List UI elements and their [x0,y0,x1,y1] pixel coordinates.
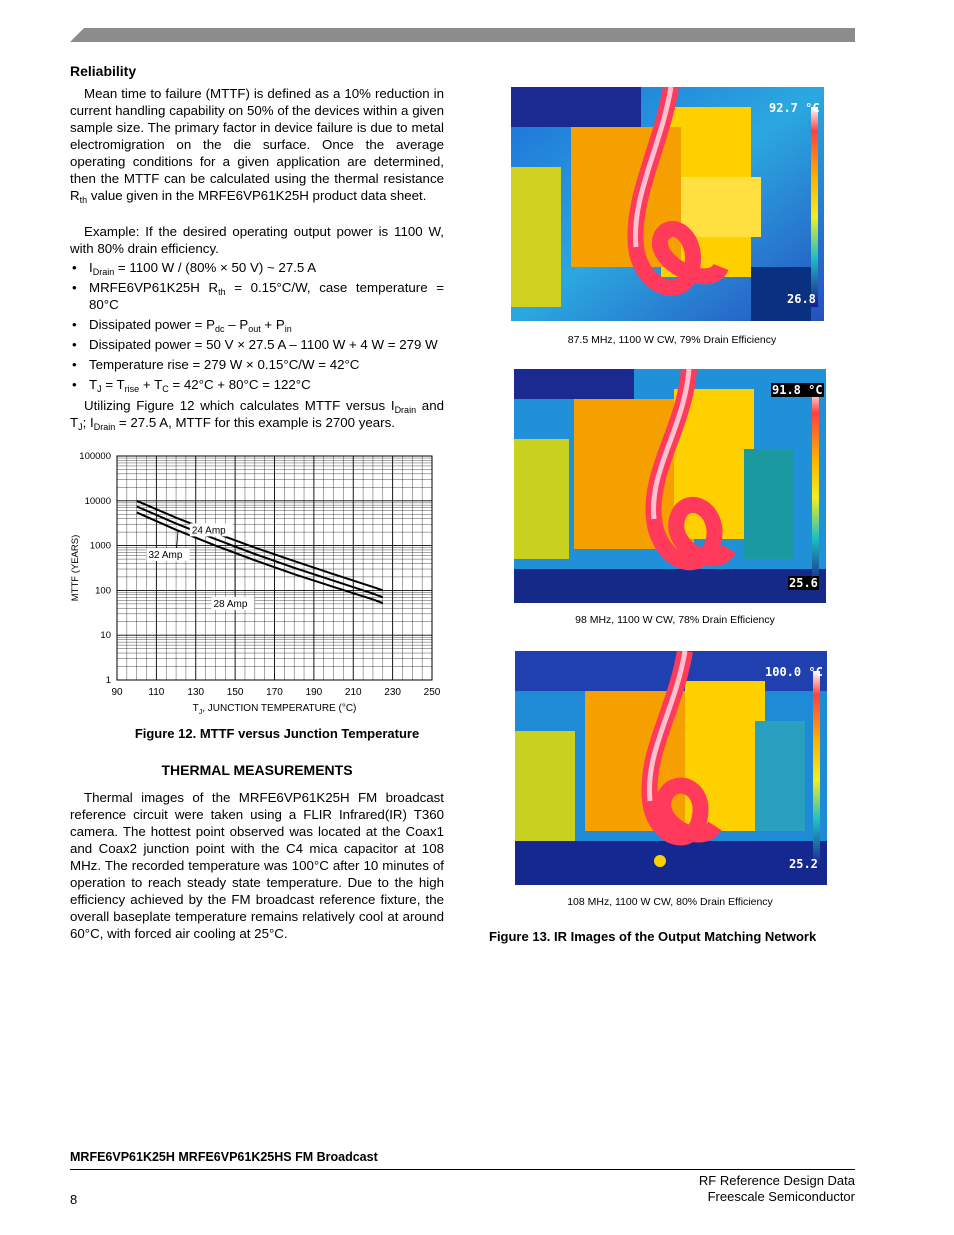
y-tick-label: 1 [105,675,111,686]
ir-image-87mhz [511,87,824,321]
y-tick-label: 1000 [89,540,111,552]
ir-min-temp-label: 25.6 [789,576,818,590]
ir-caption-3: 108 MHz, 1100 W CW, 80% Drain Efficiency [567,896,773,908]
annotation-leader [177,531,179,549]
footer-divider [70,1169,855,1170]
y-tick-label: 10 [100,630,111,642]
ir-max-temp-label: 100.0 °C [765,665,823,679]
list-item: • $T_J = T_{rise} + T_C = 42^\circ C + 80^\circ C = 122^\circ C$ [72,377,311,394]
y-axis-label: MTTF (YEARS) [70,534,81,602]
calculation-list [70,259,444,396]
x-tick-label: 130 [187,687,205,698]
ir-max-temp-label: 91.8 °C [772,383,823,397]
footer-company: Freescale Semiconductor [707,1189,855,1204]
ir-min-temp-label: 25.2 [789,857,818,871]
footer-title: MRFE6VP61K25H MRFE6VP61K25HS FM Broadcast [70,1150,378,1164]
figure-12-caption: Figure 12. MTTF versus Junction Temperature [134,726,420,741]
reliability-paragraph-1: Mean time to failure (MTTF) is defined as a 10% reduction in current handling capability on 50% of the devices within a given sample size. The primary factor in device failure is due to metal electromigration on the die surface. Once the average operating conditions for a given application are determined, then the MTTF can be calculated using the thermal resistance $R_{th}$ value given in the MRFE6VP61K25H product data sheet. [70,86,444,205]
x-tick-label: 170 [266,687,283,698]
mttf-chart [60,445,460,725]
annotation-label: 28 Amp [213,599,248,611]
list-item: • MRFE6VP61K25H $R_{th} = 0.15^\circ C/W$, case temperature = 80°C [72,280,444,312]
thermal-paragraph: Thermal images of the MRFE6VP61K25H FM broadcast reference circuit were taken using a FLIR Infrared(IR) T360 camera. The hottest point observed was located at the Coax1 and Coax2 junction point with the C4 mica capacitor at 108 MHz. The recorded temperature was 100°C after 10 minutes of operation to reach steady state temperature. Due to the high efficiency achieved by the FM broadcast reference fixture, the overall baseplate temperature remains relatively cool at around 60°C, with forced air cooling at 25°C. [70,790,444,941]
list-item: • Dissipated power = $P_{dc} - P_{out} + P_{in}$ [72,317,292,334]
y-tick-label: 10000 [84,495,111,507]
section-title: Reliability [70,63,137,79]
x-tick-label: 150 [226,687,244,698]
annotation-label: 32 Amp [148,549,183,561]
footer-publisher [699,1173,855,1205]
annotation-label: 24 Amp [191,525,226,537]
x-tick-label: 210 [344,687,362,698]
list-item: • Temperature rise = 279 W × 0.15°C/W = 42°C [72,357,360,372]
list-item: • Dissipated power = 50 V × 27.5 A – 1100 W + 4 W = 279 W [72,337,438,352]
x-axis-label: $T_J$, JUNCTION TEMPERATURE (°C) [192,703,357,716]
x-tick-label: 230 [384,687,401,698]
reliability-paragraph-3: Utilizing Figure 12 which calculates MTTF versus $I_{Drain}$ and $T_J$; $I_{Drain} = 27.5$ A, MTTF for this example is 2700 years. [70,398,444,432]
page-number: 8 [70,1192,78,1207]
ir-min-temp-label: 26.8 [787,292,816,306]
list-item: • $I_{Drain} = 1100$ W / (80% × 50 V) ~ 27.5 A [72,260,317,277]
y-tick-label: 100000 [79,451,111,462]
x-tick-label: 110 [148,687,165,698]
header-bar [70,28,855,42]
x-tick-label: 190 [305,687,323,698]
ir-max-temp-label: 92.7 °C [769,101,820,115]
ir-caption-2: 98 MHz, 1100 W CW, 78% Drain Efficiency [575,614,775,626]
footer-doc-type: RF Reference Design Data [698,1173,855,1188]
y-tick-label: 100 [95,585,111,597]
ir-caption-1: 87.5 MHz, 1100 W CW, 79% Drain Efficiency [567,334,777,346]
thermal-heading: THERMAL MEASUREMENTS [161,762,353,778]
ir-image-98mhz [514,369,826,603]
ir-image-108mhz [515,651,827,885]
x-tick-label: 250 [423,687,441,698]
reliability-paragraph-2: Example: If the desired operating output power is 1100 W, with 80% drain efficiency. [70,224,444,256]
x-tick-label: 90 [111,687,123,698]
figure-13-caption: Figure 13. IR Images of the Output Matching Network [489,929,817,944]
